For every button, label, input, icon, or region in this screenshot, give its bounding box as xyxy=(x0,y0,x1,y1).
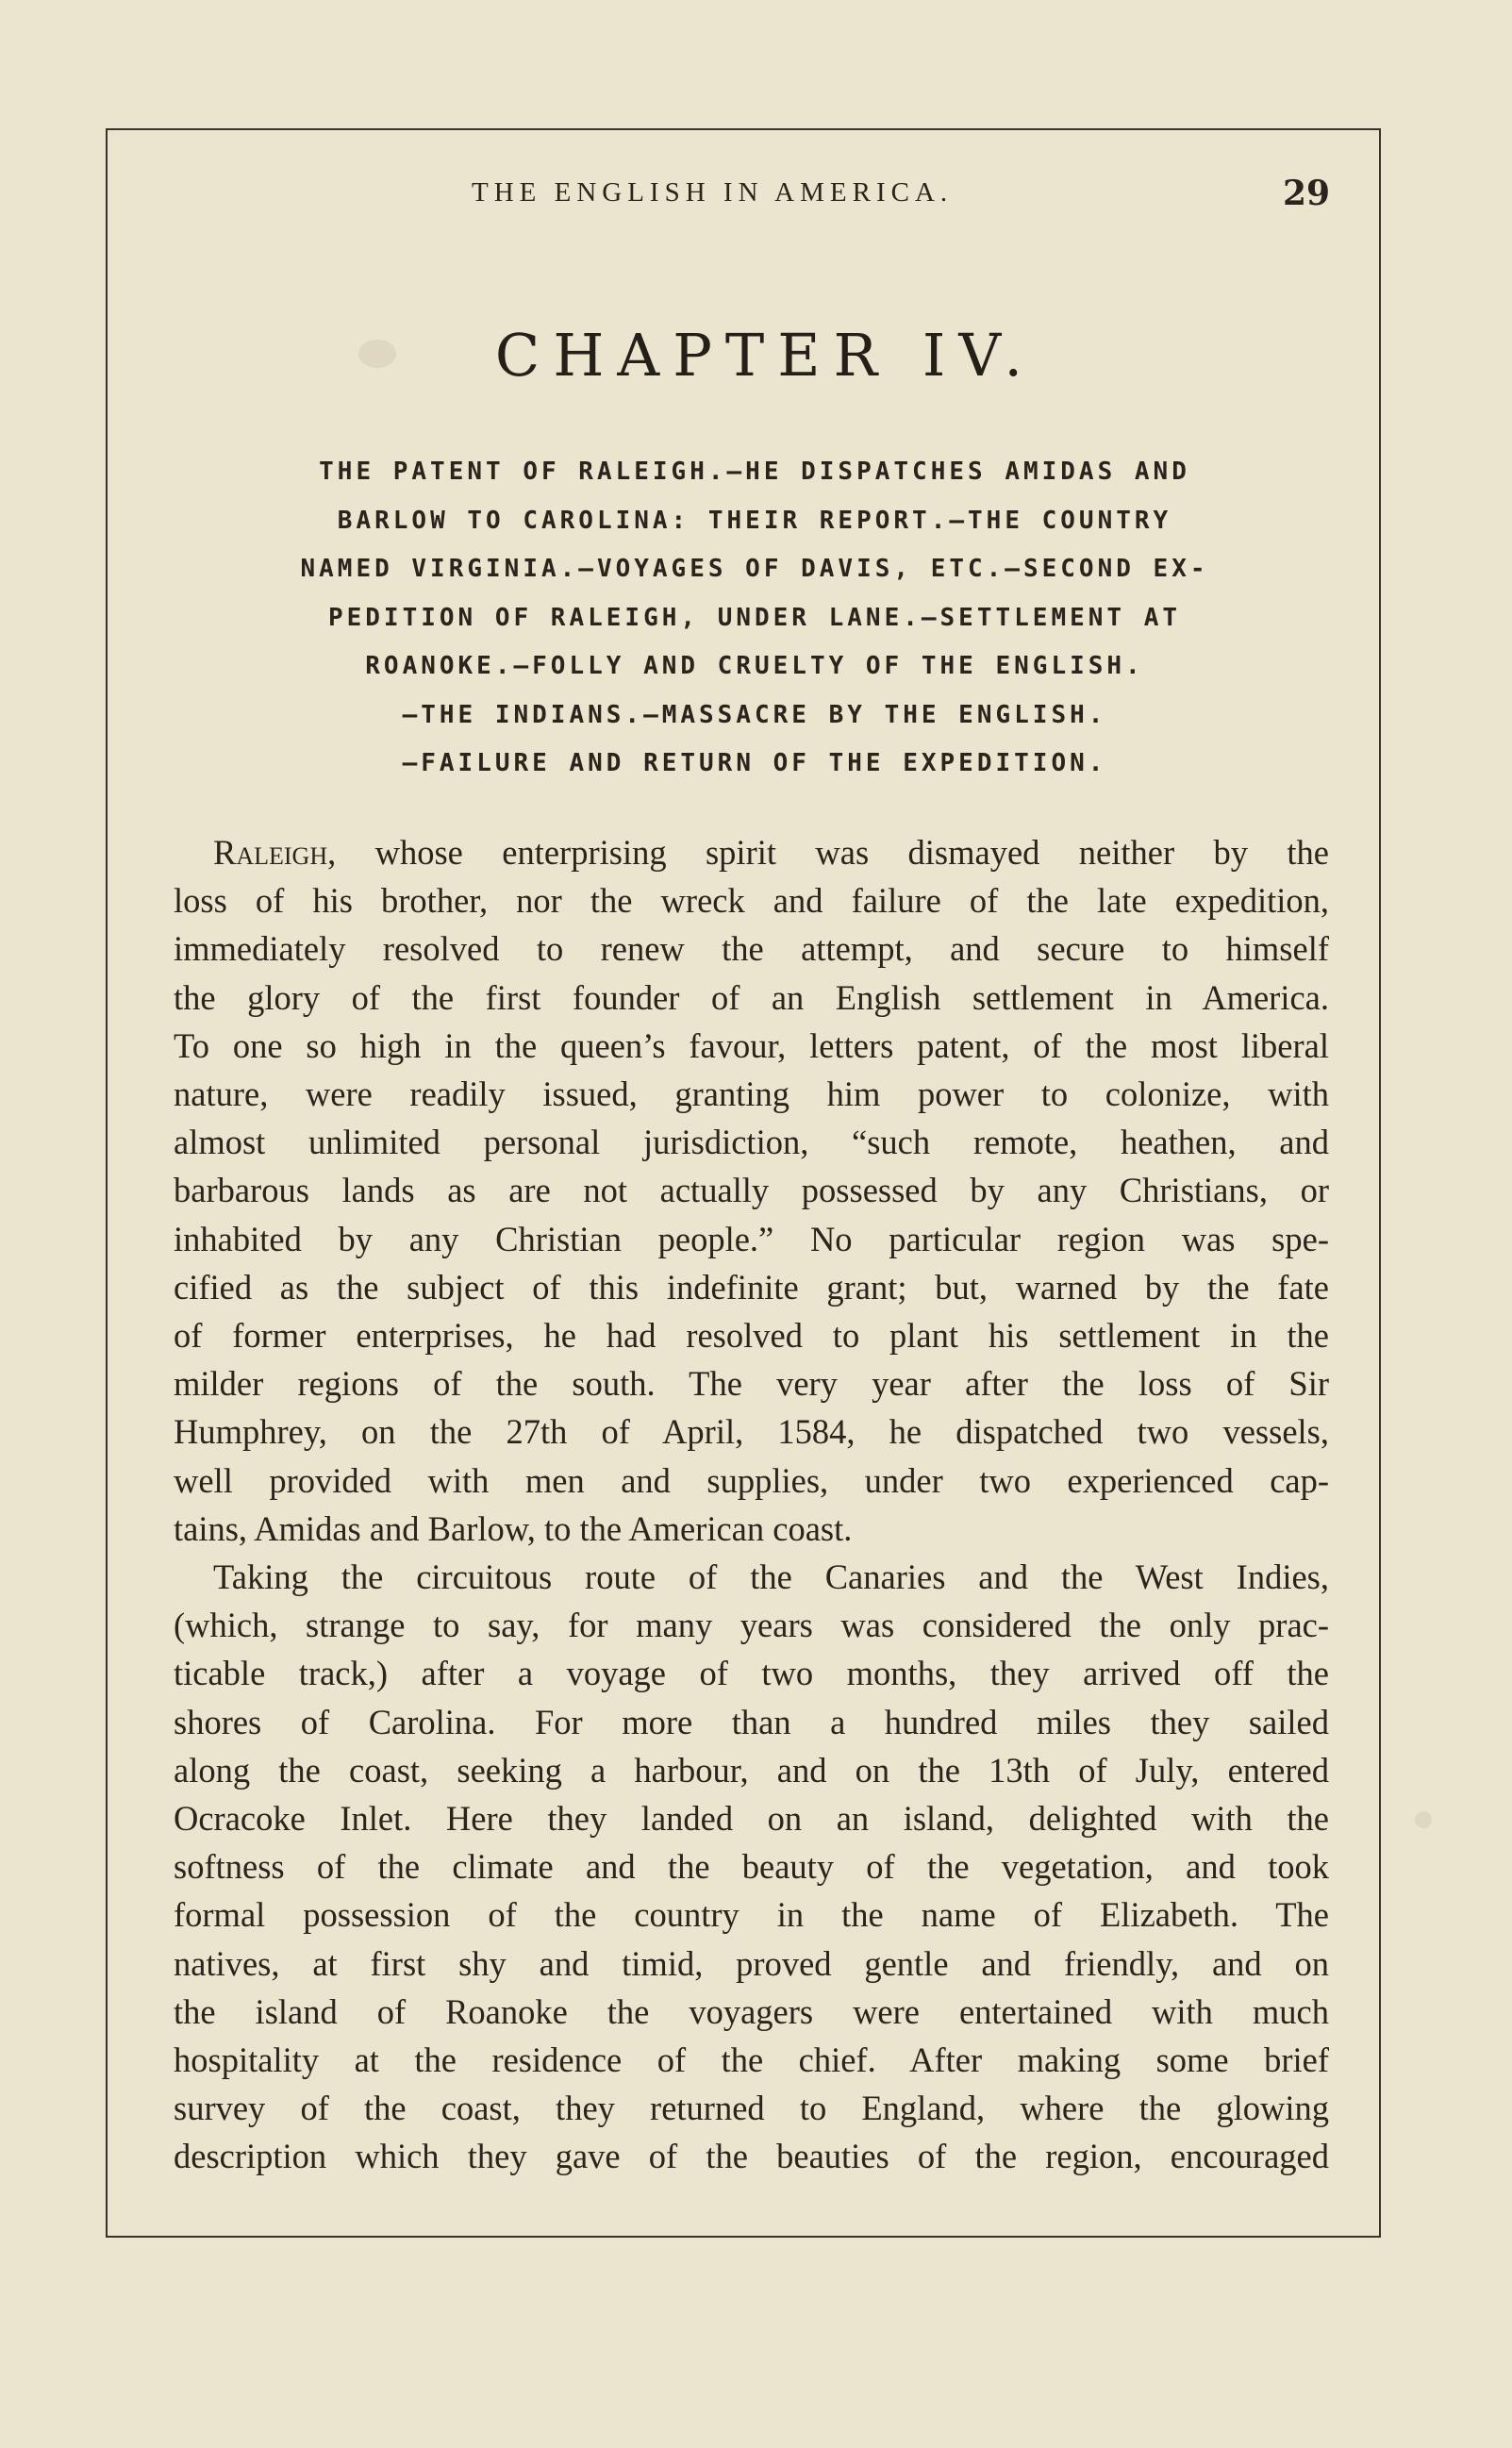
body-line: tains, Amidas and Barlow, to the American coast. xyxy=(174,1508,853,1548)
body-text xyxy=(174,828,1329,2181)
synopsis-line: THE PATENT OF RALEIGH.—HE DISPATCHES AMIDAS AND xyxy=(319,458,1190,486)
body-line xyxy=(174,828,1329,876)
body-line: of former enterprises, he had resolved to plant his settlement in the xyxy=(174,1316,1329,1356)
synopsis-line: PEDITION OF RALEIGH, UNDER LANE.—SETTLEMENT AT xyxy=(327,603,1182,632)
synopsis-line: ROANOKE.—FOLLY AND CRUELTY OF THE ENGLISH. xyxy=(365,652,1144,680)
synopsis-line: BARLOW TO CAROLINA: THEIR REPORT.—THE COUNTRY xyxy=(337,506,1172,535)
body-line: shores of Carolina. For more than a hundred miles they sailed xyxy=(174,1702,1329,1741)
body-line: along the coast, seeking a harbour, and on the 13th of July, entered xyxy=(174,1750,1329,1790)
chapter-title: CHAPTER IV. xyxy=(494,321,1037,390)
body-line: Taking the circuitous route of the Canaries and the West Indies, xyxy=(213,1557,1329,1597)
body-line: ticable track,) after a voyage of two months, they arrived off the xyxy=(174,1654,1329,1693)
body-line: immediately resolved to renew the attempt, and secure to himself xyxy=(174,929,1329,969)
body-line: hospitality at the residence of the chief. After making some brief xyxy=(174,2040,1329,2080)
page-number: 29 xyxy=(1283,174,1331,213)
body-line: (which, strange to say, for many years was considered the only prac- xyxy=(174,1606,1329,1645)
paper-smudge xyxy=(1415,1811,1432,1828)
body-line: To one so high in the queen’s favour, letters patent, of the most liberal xyxy=(174,1025,1329,1065)
body-line: softness of the climate and the beauty of the vegetation, and took xyxy=(174,1847,1329,1887)
body-line: Humphrey, on the 27th of April, 1584, he dispatched two vessels, xyxy=(174,1412,1329,1452)
synopsis-line: NAMED VIRGINIA.—VOYAGES OF DAVIS, ETC.—SECOND EX- xyxy=(300,555,1209,583)
body-line: cified as the subject of this indefinite grant; but, warned by the fate xyxy=(174,1267,1329,1307)
body-line: survey of the coast, they returned to England, where the glowing xyxy=(174,2089,1329,2128)
body-line: loss of his brother, nor the wreck and failure of the late expedition, xyxy=(174,881,1329,921)
chapter-synopsis xyxy=(170,448,1339,789)
synopsis-line: —FAILURE AND RETURN OF THE EXPEDITION. xyxy=(402,749,1107,777)
body-line: almost unlimited personal jurisdiction, “such remote, heathen, and xyxy=(174,1123,1329,1162)
body-line: barbarous lands as are not actually possessed by any Christians, or xyxy=(174,1171,1329,1210)
body-line: well provided with men and supplies, under two experienced cap- xyxy=(174,1460,1329,1500)
body-line: description which they gave of the beauties of the region, encouraged xyxy=(174,2137,1329,2176)
body-line: the glory of the first founder of an English settlement in America. xyxy=(174,977,1329,1017)
body-line: inhabited by any Christian people.” No particular region was spe- xyxy=(174,1219,1329,1258)
body-line: Ocracoke Inlet. Here they landed on an island, delighted with the xyxy=(174,1799,1329,1839)
synopsis-line: —THE INDIANS.—MASSACRE BY THE ENGLISH. xyxy=(402,700,1107,729)
running-head-title: THE ENGLISH IN AMERICA. xyxy=(472,177,954,208)
body-line: formal possession of the country in the name of Elizabeth. The xyxy=(174,1895,1329,1935)
first-line-rest: , whose enterprising spirit was dismayed neither by the xyxy=(327,833,1329,872)
body-line: nature, were readily issued, granting him power to colonize, with xyxy=(174,1074,1329,1114)
lead-word: Raleigh xyxy=(213,833,328,872)
body-line: natives, at first shy and timid, proved gentle and friendly, and on xyxy=(174,1943,1329,1983)
body-line: milder regions of the south. The very year after the loss of Sir xyxy=(174,1364,1329,1404)
body-line: the island of Roanoke the voyagers were entertained with much xyxy=(174,1991,1329,2031)
